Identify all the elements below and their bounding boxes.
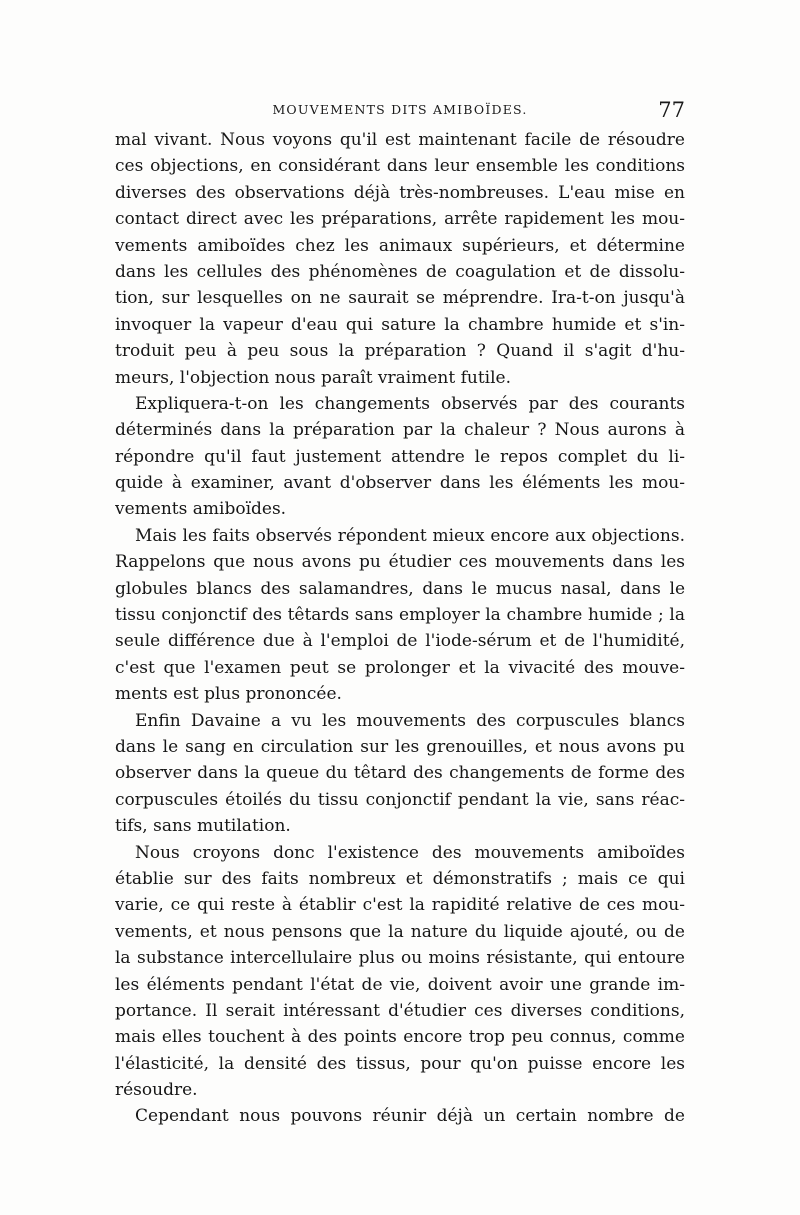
text-line: la substance intercellulaire plus ou moins résistante, qui entoure <box>115 948 685 969</box>
text-line: quide à examiner, avant d'observer dans les éléments les mou- <box>115 473 685 494</box>
text-line: vements amiboïdes. <box>115 499 287 520</box>
text-line: vements, et nous pensons que la nature du liquide ajouté, ou de <box>115 921 685 942</box>
text-line: c'est que l'examen peut se prolonger et la vivacité des mouve- <box>115 657 685 678</box>
text-line: établie sur des faits nombreux et démonstratifs ; mais ce qui <box>115 868 685 889</box>
text-line: ces objections, en considérant dans leur ensemble les conditions <box>115 156 685 177</box>
text-line: globules blancs des salamandres, dans le mucus nasal, dans le <box>115 578 685 599</box>
text-line: tion, sur lesquelles on ne saurait se méprendre. Ira-t-on jusqu'à <box>115 288 685 309</box>
text-line: les éléments pendant l'état de vie, doivent avoir une grande im- <box>115 974 685 995</box>
text-line: Expliquera-t-on les changements observés par des courants <box>135 393 685 414</box>
text-line: mais elles touchent à des points encore trop peu connus, comme <box>115 1027 685 1048</box>
running-title: MOUVEMENTS DITS AMIBOÏDES. <box>272 102 528 117</box>
text-line: invoquer la vapeur d'eau qui sature la chambre humide et s'in- <box>115 314 685 335</box>
text-line: portance. Il serait intéressant d'étudier ces diverses conditions, <box>115 1000 685 1021</box>
text-line: vements amiboïdes chez les animaux supérieurs, et détermine <box>115 235 685 256</box>
running-head <box>115 98 685 128</box>
text-line: répondre qu'il faut justement attendre le repos complet du li- <box>115 446 685 467</box>
text-line: seule différence due à l'emploi de l'iode-sérum et de l'humidité, <box>115 631 685 652</box>
text-line: dans les cellules des phénomènes de coagulation et de dissolu- <box>115 261 685 282</box>
text-line: contact direct avec les préparations, arrête rapidement les mou- <box>115 209 685 230</box>
text-line: Mais les faits observés répondent mieux encore aux objections. <box>135 525 685 546</box>
text-line: Rappelons que nous avons pu étudier ces mouvements dans les <box>115 552 685 573</box>
body-text <box>115 127 685 1130</box>
text-line: corpuscules étoilés du tissu conjonctif pendant la vie, sans réac- <box>115 789 685 810</box>
text-line: résoudre. <box>115 1080 198 1101</box>
page-number: 77 <box>658 98 685 122</box>
text-line: Cependant nous pouvons réunir déjà un certain nombre de <box>135 1106 685 1127</box>
text-line: diverses des observations déjà très-nombreuses. L'eau mise en <box>115 182 685 203</box>
text-line: dans le sang en circulation sur les grenouilles, et nous avons pu <box>115 736 685 757</box>
text-line: Nous croyons donc l'existence des mouvements amiboïdes <box>135 842 685 863</box>
text-line: meurs, l'objection nous paraît vraiment futile. <box>115 367 512 388</box>
text-line: tifs, sans mutilation. <box>115 816 291 837</box>
text-line: troduit peu à peu sous la préparation ? Quand il s'agit d'hu- <box>115 341 685 362</box>
text-line: mal vivant. Nous voyons qu'il est maintenant facile de résoudre <box>115 130 685 150</box>
text-line: observer dans la queue du têtard des changements de forme des <box>115 763 685 784</box>
text-line: Enfin Davaine a vu les mouvements des corpuscules blancs <box>135 710 685 731</box>
text-line: ments est plus prononcée. <box>115 684 342 705</box>
text-line: déterminés dans la préparation par la chaleur ? Nous aurons à <box>115 420 685 441</box>
text-line: tissu conjonctif des têtards sans employer la chambre humide ; la <box>115 605 685 626</box>
text-line: varie, ce qui reste à établir c'est la rapidité relative de ces mou- <box>115 895 685 916</box>
text-line: l'élasticité, la densité des tissus, pour qu'on puisse encore les <box>115 1053 685 1074</box>
